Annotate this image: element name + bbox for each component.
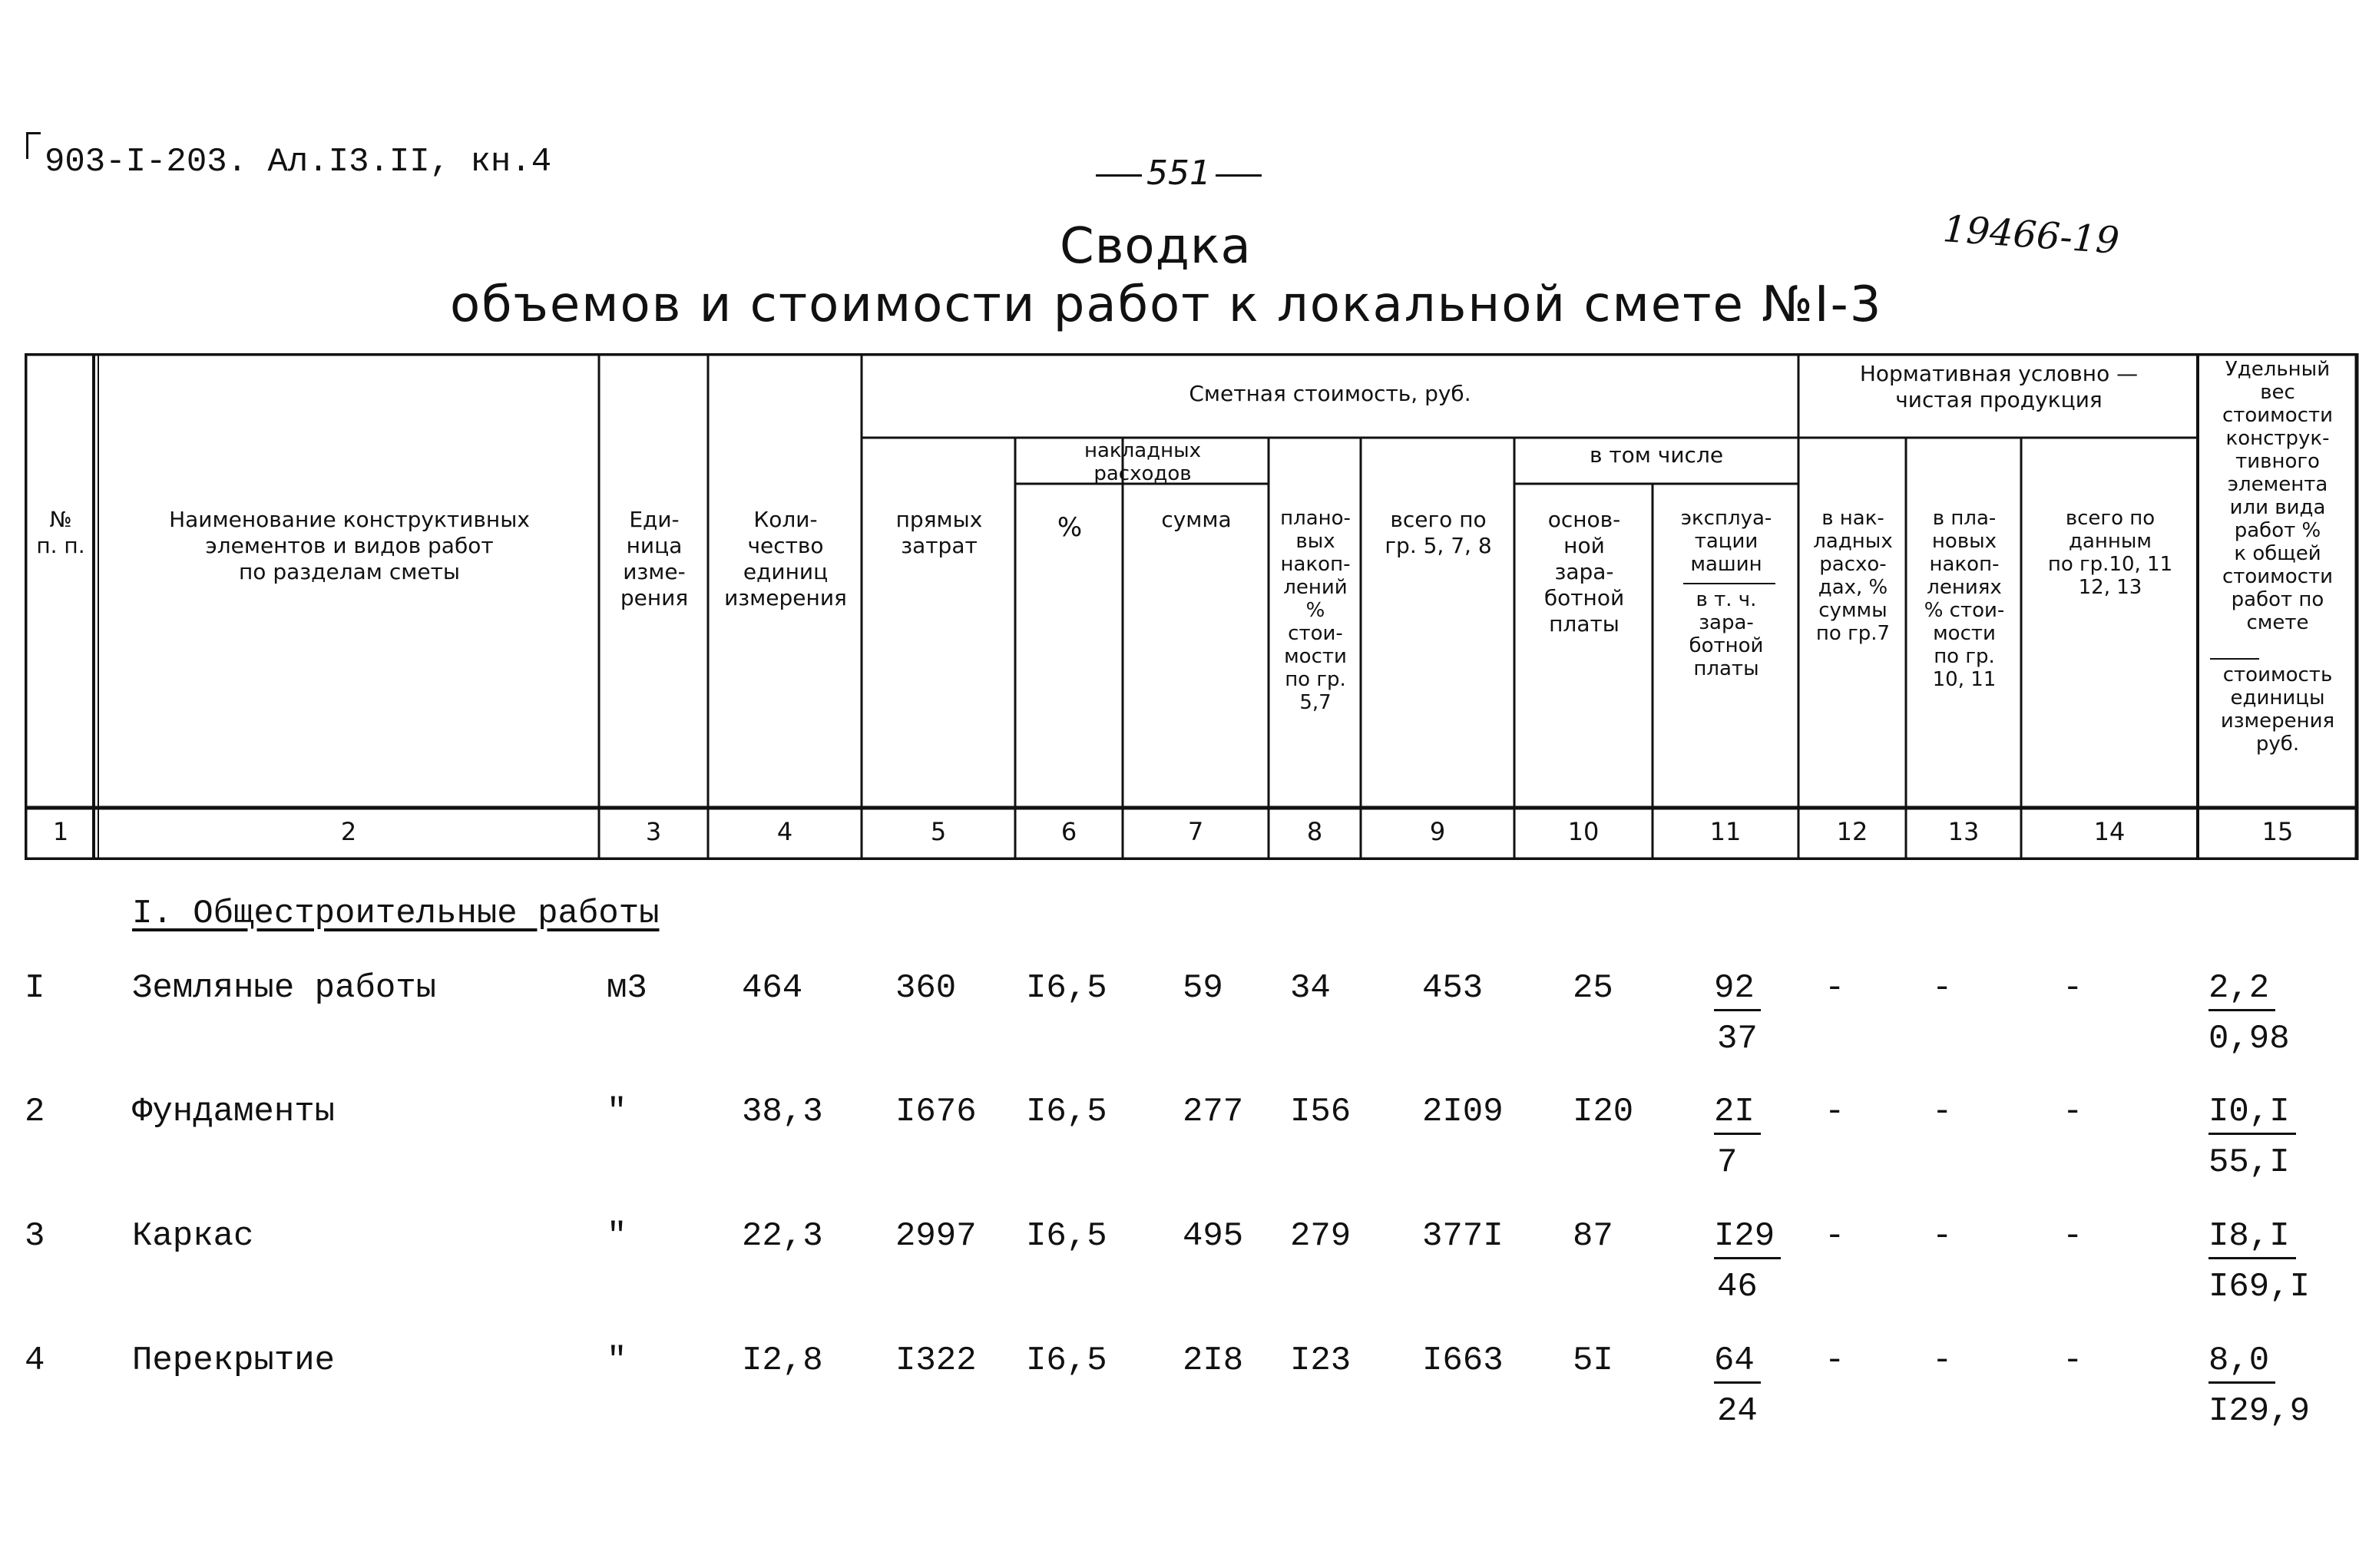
cell-direct: I322 bbox=[895, 1341, 977, 1380]
header-group-cost: Сметная стоимость, руб. bbox=[1189, 381, 1471, 406]
cell-c13: - bbox=[1932, 1093, 1953, 1131]
cell-machine-wage: 24 bbox=[1717, 1392, 1758, 1431]
column-number: 9 bbox=[1429, 817, 1446, 846]
cell-machine-wage: 37 bbox=[1717, 1020, 1758, 1058]
cell-machine-wrapper bbox=[1714, 1217, 1781, 1259]
column-number: 5 bbox=[930, 817, 947, 846]
cell-wage: 87 bbox=[1573, 1217, 1613, 1255]
header-col-norm-overhead: в нак- ладных расхо- дах, % суммы по гр.7 bbox=[1813, 507, 1893, 645]
corner-mark bbox=[26, 132, 41, 159]
cell-unit: м3 bbox=[607, 969, 647, 1007]
cell-unit-cost: 0,98 bbox=[2208, 1020, 2290, 1058]
cell-machine-wrapper bbox=[1714, 1093, 1761, 1135]
page-title: Сводка bbox=[1060, 218, 1252, 275]
header-col-no: № п. п. bbox=[36, 507, 85, 558]
cell-pct: I6,5 bbox=[1026, 1217, 1107, 1255]
cell-weight-wrapper bbox=[2208, 969, 2275, 1011]
cell-planned: I23 bbox=[1290, 1341, 1352, 1380]
cell-sum: 277 bbox=[1183, 1093, 1244, 1131]
cell-name: Каркас bbox=[132, 1217, 254, 1255]
header-col-planned: плано- вых накоп- лений % стои- мости по гр. 5,7 bbox=[1280, 507, 1351, 714]
header-col-name: Наименование конструктивных элементов и видов работ по разделам сметы bbox=[169, 507, 530, 584]
cell-total: 2I09 bbox=[1422, 1093, 1504, 1131]
header-col-norm-planned: в пла- новых накоп- лениях % стои- мости по гр. 10, 11 bbox=[1924, 507, 2005, 691]
cell-unit-cost: I29,9 bbox=[2208, 1392, 2311, 1431]
column-number: 3 bbox=[645, 817, 662, 846]
cell-qty: I2,8 bbox=[742, 1341, 823, 1380]
header-col-pct: % bbox=[1057, 512, 1083, 543]
cell-total: I663 bbox=[1422, 1341, 1504, 1380]
cell-planned: 34 bbox=[1290, 969, 1331, 1007]
header-col-norm-total: всего по данным по гр.10, 11 12, 13 bbox=[2047, 507, 2173, 599]
cell-qty: 22,3 bbox=[742, 1217, 823, 1255]
cell-total: 377I bbox=[1422, 1217, 1504, 1255]
cell-qty: 38,3 bbox=[742, 1093, 823, 1131]
cell-unit: " bbox=[607, 1217, 627, 1255]
cell-name: Перекрытие bbox=[132, 1341, 336, 1380]
cell-pct: I6,5 bbox=[1026, 1093, 1107, 1131]
cell-unit: " bbox=[607, 1341, 627, 1380]
cell-weight: I0,I bbox=[2208, 1093, 2296, 1135]
column-number: 11 bbox=[1709, 817, 1742, 846]
cell-machine-wrapper bbox=[1714, 1341, 1761, 1384]
table-header bbox=[25, 353, 2359, 860]
cell-planned: I56 bbox=[1290, 1093, 1352, 1131]
column-number: 6 bbox=[1060, 817, 1077, 846]
column-number: 12 bbox=[1836, 817, 1868, 846]
cell-c14: - bbox=[2063, 969, 2083, 1007]
document-code: 903-I-203. Ал.I3.II, кн.4 bbox=[45, 143, 552, 181]
cell-machine: 64 bbox=[1714, 1341, 1761, 1384]
header-col-weight: Удельный вес стоимости конструк- тивного элемента или вида работ % к общей стоимости работ по смете bbox=[2222, 358, 2334, 634]
column-number: 8 bbox=[1306, 817, 1323, 846]
cell-c14: - bbox=[2063, 1217, 2083, 1255]
cell-c14: - bbox=[2063, 1341, 2083, 1380]
header-col-sum: сумма bbox=[1161, 507, 1232, 532]
cell-weight: 8,0 bbox=[2208, 1341, 2275, 1384]
handwritten-number: 19466-19 bbox=[1941, 207, 2121, 263]
header-col-total: всего по гр. 5, 7, 8 bbox=[1385, 507, 1492, 558]
cell-c12: - bbox=[1825, 1341, 1845, 1380]
cell-weight-wrapper bbox=[2208, 1341, 2275, 1384]
cell-wage: 5I bbox=[1573, 1341, 1613, 1380]
header-group-norm: Нормативная условно — чистая продукция bbox=[1859, 361, 2139, 412]
cell-qty: 464 bbox=[742, 969, 803, 1007]
cell-machine-wage: 7 bbox=[1717, 1143, 1738, 1182]
cell-weight-wrapper bbox=[2208, 1093, 2296, 1135]
cell-c12: - bbox=[1825, 1093, 1845, 1131]
cell-no: 4 bbox=[25, 1341, 45, 1380]
cell-c13: - bbox=[1932, 1341, 1953, 1380]
cell-machine: 92 bbox=[1714, 969, 1761, 1011]
cell-machine: I29 bbox=[1714, 1217, 1781, 1259]
cell-sum: 59 bbox=[1183, 969, 1223, 1007]
column-number: 4 bbox=[776, 817, 793, 846]
cell-unit: " bbox=[607, 1093, 627, 1131]
cell-name: Земляные работы bbox=[132, 969, 437, 1007]
cell-total: 453 bbox=[1422, 969, 1484, 1007]
cell-machine-wage: 46 bbox=[1717, 1268, 1758, 1306]
cell-name: Фундаменты bbox=[132, 1093, 336, 1131]
section-title: I. Общестроительные работы bbox=[132, 895, 660, 933]
cell-weight: I8,I bbox=[2208, 1217, 2296, 1259]
cell-no: 3 bbox=[25, 1217, 45, 1255]
cell-sum: 2I8 bbox=[1183, 1341, 1244, 1380]
cell-c13: - bbox=[1932, 969, 1953, 1007]
header-col-unit-cost: стоимость единицы измерения руб. bbox=[2220, 663, 2335, 756]
cell-pct: I6,5 bbox=[1026, 969, 1107, 1007]
column-number: 1 bbox=[52, 817, 69, 846]
cell-c13: - bbox=[1932, 1217, 1953, 1255]
header-col-direct: прямых затрат bbox=[895, 507, 983, 558]
header-col-qty: Коли- чество единиц измерения bbox=[724, 507, 847, 610]
cell-wage: 25 bbox=[1573, 969, 1613, 1007]
cell-c12: - bbox=[1825, 969, 1845, 1007]
cell-weight: 2,2 bbox=[2208, 969, 2275, 1011]
cell-wage: I20 bbox=[1573, 1093, 1634, 1131]
column-number: 10 bbox=[1567, 817, 1600, 846]
header-group-overhead: накладных расходов bbox=[1084, 439, 1202, 485]
cell-planned: 279 bbox=[1290, 1217, 1352, 1255]
cell-sum: 495 bbox=[1183, 1217, 1244, 1255]
header-col-machine-wage: в т. ч. зара- ботной платы bbox=[1689, 588, 1764, 680]
column-number: 13 bbox=[1947, 817, 1980, 846]
cell-pct: I6,5 bbox=[1026, 1341, 1107, 1380]
column-number: 15 bbox=[2261, 817, 2294, 846]
header-col-wage: основ- ной зара- ботной платы bbox=[1543, 507, 1625, 637]
cell-direct: 360 bbox=[895, 969, 957, 1007]
cell-unit-cost: 55,I bbox=[2208, 1143, 2290, 1182]
cell-no: 2 bbox=[25, 1093, 45, 1131]
cell-no: I bbox=[25, 969, 45, 1007]
cell-direct: 2997 bbox=[895, 1217, 977, 1255]
page-number: 551 bbox=[1079, 154, 1279, 193]
header-group-incl: в том числе bbox=[1589, 442, 1724, 468]
cell-machine: 2I bbox=[1714, 1093, 1761, 1135]
cell-weight-wrapper bbox=[2208, 1217, 2296, 1259]
column-number: 7 bbox=[1187, 817, 1204, 846]
header-col-unit: Еди- ница изме- рения bbox=[620, 507, 689, 610]
column-number: 14 bbox=[2093, 817, 2126, 846]
cell-direct: I676 bbox=[895, 1093, 977, 1131]
cell-c14: - bbox=[2063, 1093, 2083, 1131]
column-number: 2 bbox=[340, 817, 357, 846]
header-col-machine: эксплуа- тации машин bbox=[1680, 507, 1772, 576]
cell-unit-cost: I69,I bbox=[2208, 1268, 2311, 1306]
cell-machine-wrapper bbox=[1714, 969, 1761, 1011]
cell-c12: - bbox=[1825, 1217, 1845, 1255]
page-subtitle: объемов и стоимости работ к локальной смете №I-3 bbox=[450, 276, 1883, 333]
